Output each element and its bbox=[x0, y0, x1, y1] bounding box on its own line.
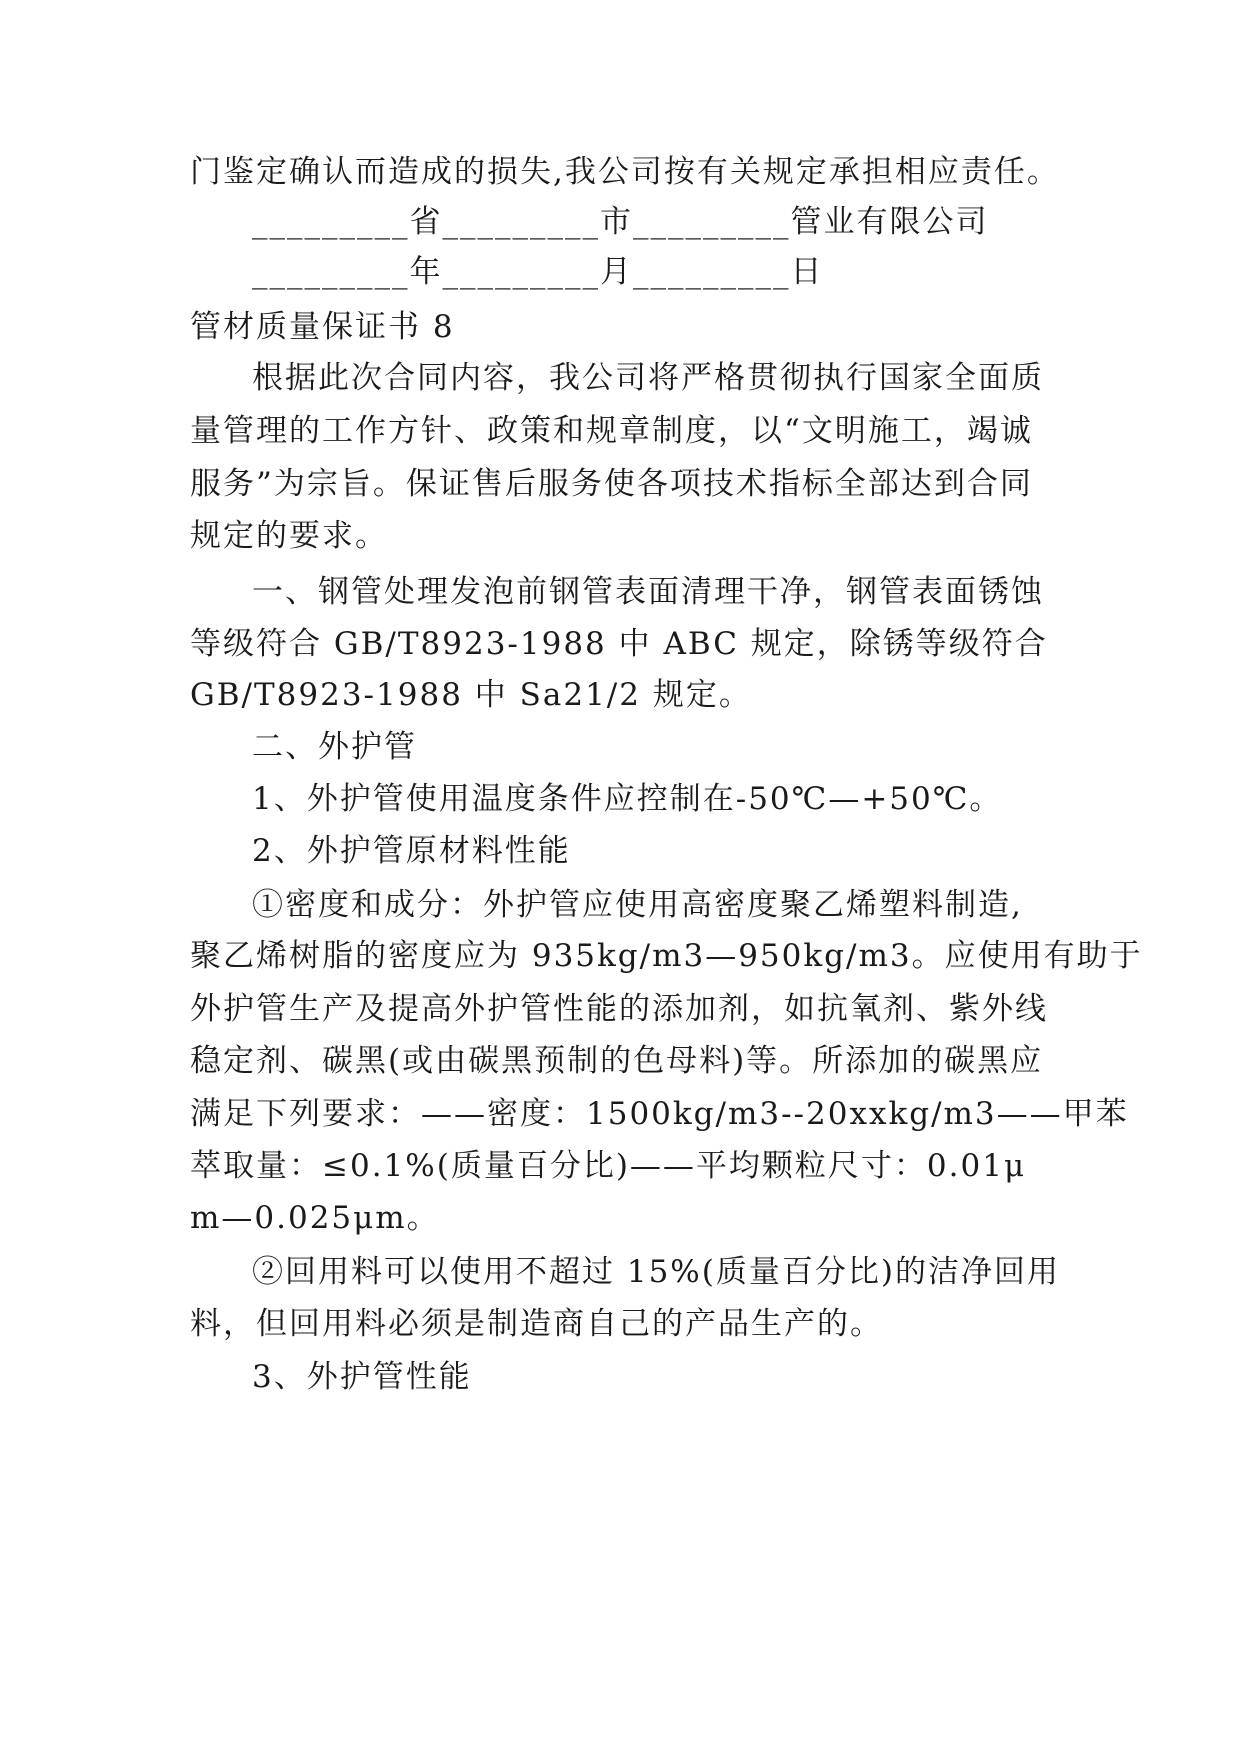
paragraph-line: 等级符合 GB/T8923-1988 中 ABC 规定，除锈等级符合 bbox=[190, 626, 1048, 662]
list-item: 2、外护管原材料性能 bbox=[252, 833, 571, 869]
paragraph-line: ②回用料可以使用不超过 15%(质量百分比)的洁净回用 bbox=[252, 1254, 1060, 1290]
list-item: 1、外护管使用温度条件应控制在-50℃—+50℃。 bbox=[252, 781, 1003, 817]
paragraph-line: 服务”为宗旨。保证售后服务使各项技术指标全部达到合同 bbox=[190, 466, 1033, 502]
paragraph-line: 稳定剂、碳黑(或由碳黑预制的色母料)等。所添加的碳黑应 bbox=[190, 1043, 1044, 1079]
paragraph-line: m—0.025μm。 bbox=[190, 1200, 440, 1236]
text-line: 门鉴定确认而造成的损失,我公司按有关规定承担相应责任。 bbox=[190, 154, 1060, 190]
section-title: 管材质量保证书 8 bbox=[190, 309, 455, 345]
paragraph-line: 一、钢管处理发泡前钢管表面清理干净，钢管表面锈蚀 bbox=[252, 574, 1044, 610]
paragraph-line: 料，但回用料必须是制造商自己的产品生产的。 bbox=[190, 1306, 883, 1342]
list-item: 3、外护管性能 bbox=[252, 1359, 472, 1395]
paragraph-line: 萃取量：≤0.1%(质量百分比)——平均颗粒尺寸：0.01μ bbox=[190, 1148, 1027, 1184]
paragraph-line: GB/T8923-1988 中 Sa21/2 规定。 bbox=[190, 677, 752, 713]
signature-date-line: _________年_________月_________日 bbox=[252, 254, 824, 290]
subsection-heading: 二、外护管 bbox=[252, 729, 417, 765]
paragraph-line: 聚乙烯树脂的密度应为 935kg/m3—950kg/m3。应使用有助于 bbox=[190, 938, 1143, 974]
paragraph-line: 外护管生产及提高外护管性能的添加剂，如抗氧剂、紫外线 bbox=[190, 991, 1048, 1027]
paragraph-line: 规定的要求。 bbox=[190, 518, 388, 554]
signature-company-line: _________省_________市_________管业有限公司 bbox=[252, 204, 989, 240]
paragraph-line: 量管理的工作方针、政策和规章制度，以“文明施工，竭诚 bbox=[190, 413, 1033, 449]
paragraph-line: 满足下列要求：——密度：1500kg/m3--20xxkg/m3——甲苯 bbox=[190, 1096, 1129, 1132]
paragraph-line: 根据此次合同内容，我公司将严格贯彻执行国家全面质 bbox=[252, 360, 1044, 396]
paragraph-line: ①密度和成分：外护管应使用高密度聚乙烯塑料制造, bbox=[252, 887, 1023, 923]
